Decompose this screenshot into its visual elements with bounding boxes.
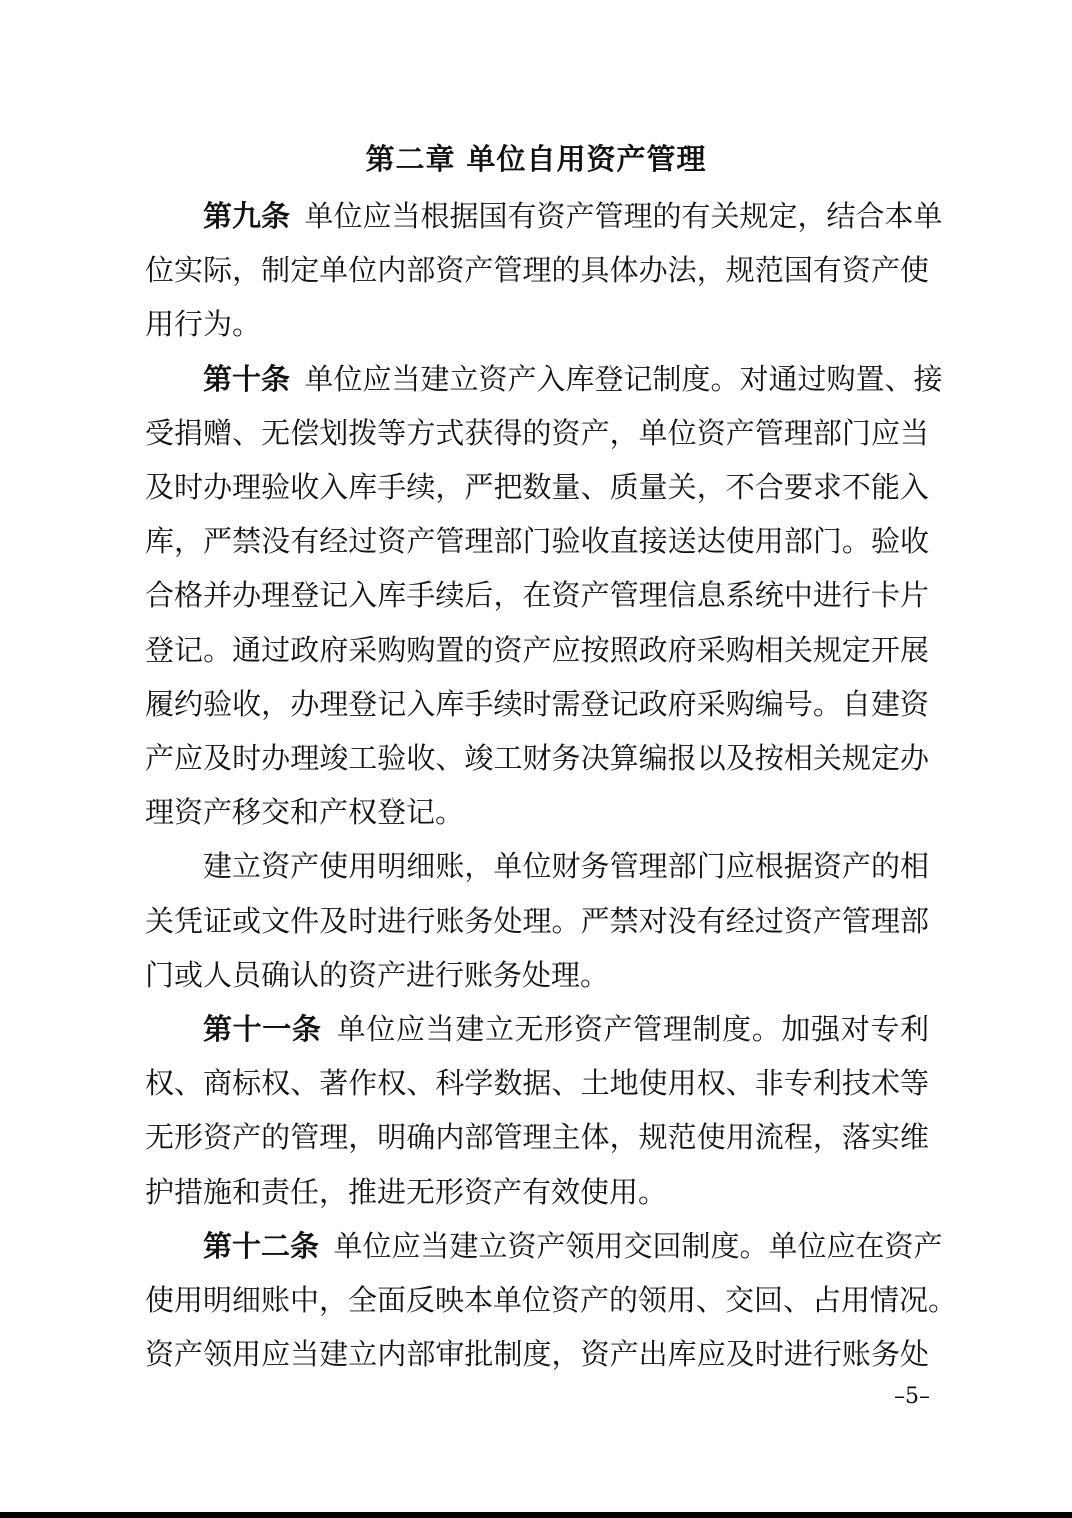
article-line: 资产领用应当建立内部审批制度，资产出库应及时进行账务处 xyxy=(145,1337,929,1372)
article-line: 受捐赠、无偿划拨等方式获得的资产，单位资产管理部门应当 xyxy=(145,415,929,450)
article-10 xyxy=(145,352,943,840)
article-line xyxy=(145,189,943,243)
article-line: 位实际，制定单位内部资产管理的具体办法，规范国有资产使 xyxy=(145,253,929,288)
article-label: 第九条 xyxy=(203,199,291,233)
article-9 xyxy=(145,189,943,352)
article-line: 权、商标权、著作权、科学数据、土地使用权、非专利技术等 xyxy=(145,1066,929,1101)
paragraph-ledger xyxy=(145,839,929,1002)
article-label: 第十一条 xyxy=(203,1012,322,1047)
document-body xyxy=(145,189,958,1381)
article-line: 用行为。 xyxy=(145,307,262,342)
article-line xyxy=(145,1219,943,1273)
article-text: 单位应当建立资产领用交回制度。单位应在资产 xyxy=(333,1228,943,1263)
article-line xyxy=(145,352,943,406)
chapter-title: 第二章 单位自用资产管理 xyxy=(365,142,707,176)
article-text: 单位应当建立资产入库登记制度。对通过购置、接 xyxy=(304,361,943,396)
article-line: 履约验收，办理登记入库手续时需登记政府采购编号。自建资 xyxy=(145,686,929,721)
article-11 xyxy=(145,1002,929,1219)
article-line: 护措施和责任，推进无形资产有效使用。 xyxy=(145,1174,668,1209)
article-line: 产应及时办理竣工验收、竣工财务决算编报以及按相关规定办 xyxy=(145,741,929,776)
article-line: 合格并办理登记入库手续后，在资产管理信息系统中进行卡片 xyxy=(145,578,929,613)
article-line: 理资产移交和产权登记。 xyxy=(145,795,465,830)
article-line: 库，严禁没有经过资产管理部门验收直接送达使用部门。验收 xyxy=(145,524,929,559)
article-label: 第十条 xyxy=(203,361,291,396)
article-line: 关凭证或文件及时进行账务处理。严禁对没有经过资产管理部 xyxy=(145,903,929,938)
article-line: 及时办理验收入库手续，严把数量、质量关，不合要求不能入 xyxy=(145,470,929,505)
article-line: 使用明细账中，全面反映本单位资产的领用、交回、占用情况。 xyxy=(145,1283,958,1318)
article-12 xyxy=(145,1219,958,1382)
page-number: –5– xyxy=(894,1384,930,1409)
article-line: 登记。通过政府采购购置的资产应按照政府采购相关规定开展 xyxy=(145,632,929,667)
article-line: 门或人员确认的资产进行账务处理。 xyxy=(145,957,610,992)
article-line: 无形资产的管理，明确内部管理主体，规范使用流程，落实维 xyxy=(145,1120,929,1155)
article-line xyxy=(145,1002,929,1056)
article-text: 单位应当根据国有资产管理的有关规定，结合本单 xyxy=(304,199,943,233)
article-label: 第十二条 xyxy=(203,1228,320,1263)
article-text: 单位应当建立无形资产管理制度。加强对专利 xyxy=(336,1012,929,1047)
article-line: 建立资产使用明细账，单位财务管理部门应根据资产的相 xyxy=(203,849,929,884)
bottom-rule xyxy=(0,1512,1072,1518)
